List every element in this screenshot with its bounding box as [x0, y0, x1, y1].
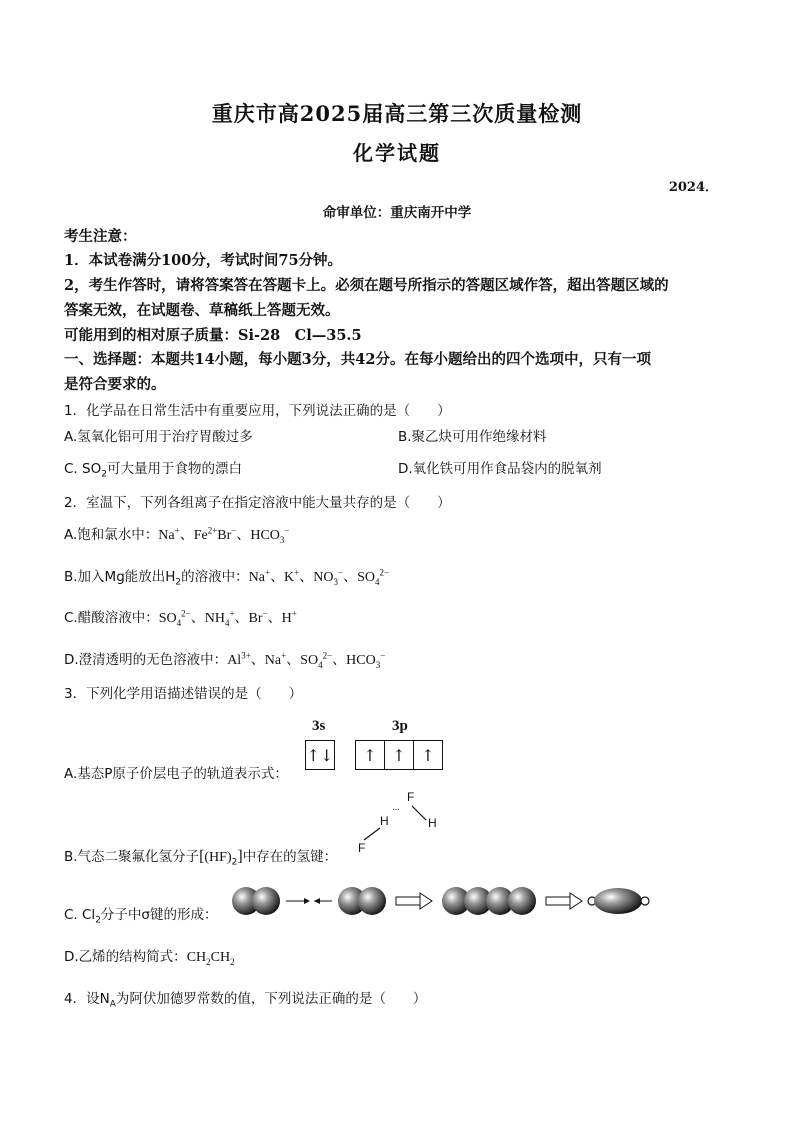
notes-heading: 考生注意： — [64, 228, 137, 245]
q3-option-b: B.气态二聚氟化氢分子$[(HF)_2]$中存在的氢键： — [64, 848, 338, 868]
q4-stem: 4．设$N_A$为阿伏加德罗常数的值，下列说法正确的是（ ） — [64, 991, 427, 1010]
q2-option-a: A.饱和氯水中：Na+、$Fe^{2+}Br^-$、$HCO_3^-$ — [64, 525, 290, 545]
q1-option-c: C. $SO_2$可大量用于食物的漂白 — [64, 461, 242, 480]
subject-title: 化学试题 — [353, 141, 441, 165]
sigma-bond-diagram — [228, 878, 658, 924]
hollow-arrow-1 — [396, 893, 432, 909]
exam-title: 重庆市高2025届高三第三次质量检测 — [211, 101, 583, 126]
orbital-3s-label: 3s — [312, 718, 326, 734]
hf-dimer-diagram — [350, 790, 450, 860]
atom-f-bottom: F — [358, 841, 366, 855]
orbital-3s-box: ↑↓ — [305, 740, 335, 770]
atom-h-right: H — [428, 816, 437, 830]
note-2a: 2，考生作答时，请将答案答在答题卡上。必须在题号所指示的答题区域作答，超出答题区域的 — [64, 277, 669, 294]
atom-f-top: F — [407, 790, 415, 804]
q2-option-d: D.澄清透明的无色溶液中：$Al^{3+}$、Na+、$SO_4^{2-}$、$HCO_3^-$ — [64, 650, 386, 670]
q3-option-c: C. $Cl_2$分子中σ键的形成： — [64, 907, 218, 926]
orbital-overlap — [442, 887, 536, 915]
q1-option-d: D.氧化铁可用作食品袋内的脱氧剂 — [398, 461, 602, 477]
section-title-2: 是符合要求的。 — [64, 376, 166, 393]
q2-option-b: B.加入Mg能放出$H_2$的溶液中：Na+、K+、$NO_3^-$、$SO_4^{2-}$ — [64, 567, 390, 588]
orbital-3p-box-1: ↑ — [355, 740, 385, 770]
exam-date: 2024． — [668, 180, 718, 195]
section-title-1: 一、选择题：本题共14小题，每小题3分，共42分。在每小题给出的四个选项中，只有一项 — [64, 351, 651, 368]
q3-option-d: D.乙烯的结构简式：$CH_2CH_2$ — [64, 949, 235, 967]
hydrogen-bond-dots: ··· — [392, 804, 399, 815]
author-unit: 命审单位：重庆南开中学 — [322, 205, 472, 221]
note-1: 1．本试卷满分100分，考试时间75分钟。 — [64, 252, 343, 269]
cl-orbital-left — [232, 887, 280, 915]
orbital-3p-box-3: ↑ — [413, 740, 443, 770]
orbital-3p-box-2: ↑ — [384, 740, 414, 770]
q1-option-b: B.聚乙炔可用作绝缘材料 — [398, 429, 547, 445]
q1-option-a: A.氢氧化铝可用于治疗胃酸过多 — [64, 429, 253, 445]
q1-stem: 1．化学品在日常生活中有重要应用，下列说法正确的是（ ） — [64, 403, 451, 419]
q3-stem: 3．下列化学用语描述错误的是（ ） — [64, 686, 303, 702]
atomic-masses: 可能用到的相对原子质量：Si-28 Cl—35.5 — [64, 327, 362, 344]
sigma-bond-result — [588, 888, 649, 914]
note-2b: 答案无效，在试题卷、草稿纸上答题无效。 — [64, 302, 340, 319]
hollow-arrow-2 — [546, 893, 582, 909]
orbital-3p-label: 3p — [392, 718, 408, 734]
atom-h-left: H — [380, 814, 389, 828]
cl-orbital-right — [338, 887, 386, 915]
q2-option-c: C.醋酸溶液中：$SO_4^{2-}$、$NH_4^+$、Br−、H+ — [64, 608, 297, 628]
q2-stem: 2．室温下，下列各组离子在指定溶液中能大量共存的是（ ） — [64, 495, 451, 511]
q3-option-a: A.基态P原子价层电子的轨道表示式： — [64, 766, 288, 782]
